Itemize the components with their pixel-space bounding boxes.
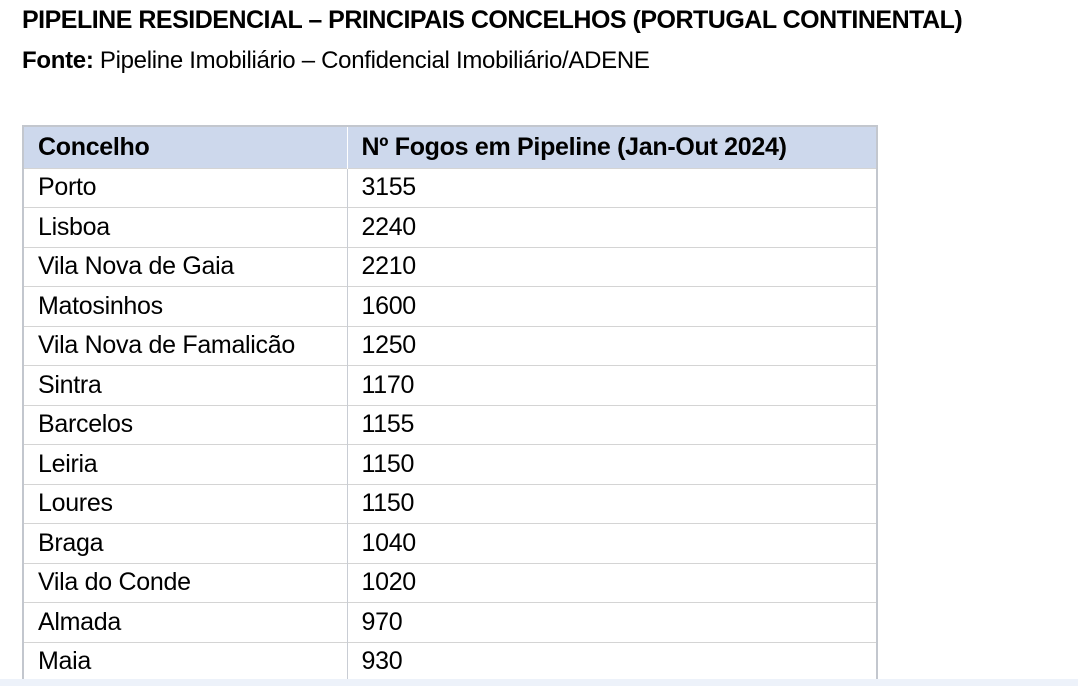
- table-row: [23, 405, 877, 445]
- table-row: [23, 168, 877, 208]
- cell-concelho: Almada: [23, 603, 347, 643]
- cell-fogos: 1020: [347, 563, 877, 603]
- cell-concelho: Sintra: [23, 366, 347, 406]
- table-row: [23, 208, 877, 248]
- cell-fogos: 970: [347, 603, 877, 643]
- table-row: [23, 563, 877, 603]
- cell-fogos: 930: [347, 642, 877, 682]
- cell-fogos: 3155: [347, 168, 877, 208]
- cell-concelho: Vila Nova de Gaia: [23, 247, 347, 287]
- cell-concelho: Loures: [23, 484, 347, 524]
- cell-fogos: 2240: [347, 208, 877, 248]
- cell-concelho: Leiria: [23, 445, 347, 485]
- cell-concelho: Matosinhos: [23, 287, 347, 327]
- table-header-row: [23, 126, 877, 168]
- table-row: [23, 642, 877, 682]
- cell-fogos: 1150: [347, 484, 877, 524]
- table-row: [23, 287, 877, 327]
- cell-fogos: 1040: [347, 524, 877, 564]
- table-row: [23, 445, 877, 485]
- cell-concelho: Vila Nova de Famalicão: [23, 326, 347, 366]
- cell-fogos: 1155: [347, 405, 877, 445]
- bottom-strip: [0, 679, 1078, 686]
- cell-fogos: 2210: [347, 247, 877, 287]
- page-title: PIPELINE RESIDENCIAL – PRINCIPAIS CONCELHOS (PORTUGAL CONTINENTAL): [22, 6, 963, 34]
- cell-fogos: 1150: [347, 445, 877, 485]
- cell-concelho: Vila do Conde: [23, 563, 347, 603]
- table-row: [23, 366, 877, 406]
- cell-fogos: 1250: [347, 326, 877, 366]
- column-header-concelho: Concelho: [23, 126, 347, 168]
- table-row: [23, 484, 877, 524]
- pipeline-table: [22, 125, 878, 683]
- cell-concelho: Braga: [23, 524, 347, 564]
- table-row: [23, 603, 877, 643]
- cell-concelho: Lisboa: [23, 208, 347, 248]
- cell-concelho: Porto: [23, 168, 347, 208]
- cell-fogos: 1170: [347, 366, 877, 406]
- cell-fogos: 1600: [347, 287, 877, 327]
- column-header-fogos: Nº Fogos em Pipeline (Jan-Out 2024): [347, 126, 877, 168]
- source-line: [22, 47, 650, 75]
- table-row: [23, 326, 877, 366]
- cell-concelho: Maia: [23, 642, 347, 682]
- source-text: Pipeline Imobiliário – Confidencial Imobiliário/ADENE: [99, 47, 650, 74]
- table-row: [23, 524, 877, 564]
- table-row: [23, 247, 877, 287]
- source-label: Fonte:: [22, 47, 94, 74]
- cell-concelho: Barcelos: [23, 405, 347, 445]
